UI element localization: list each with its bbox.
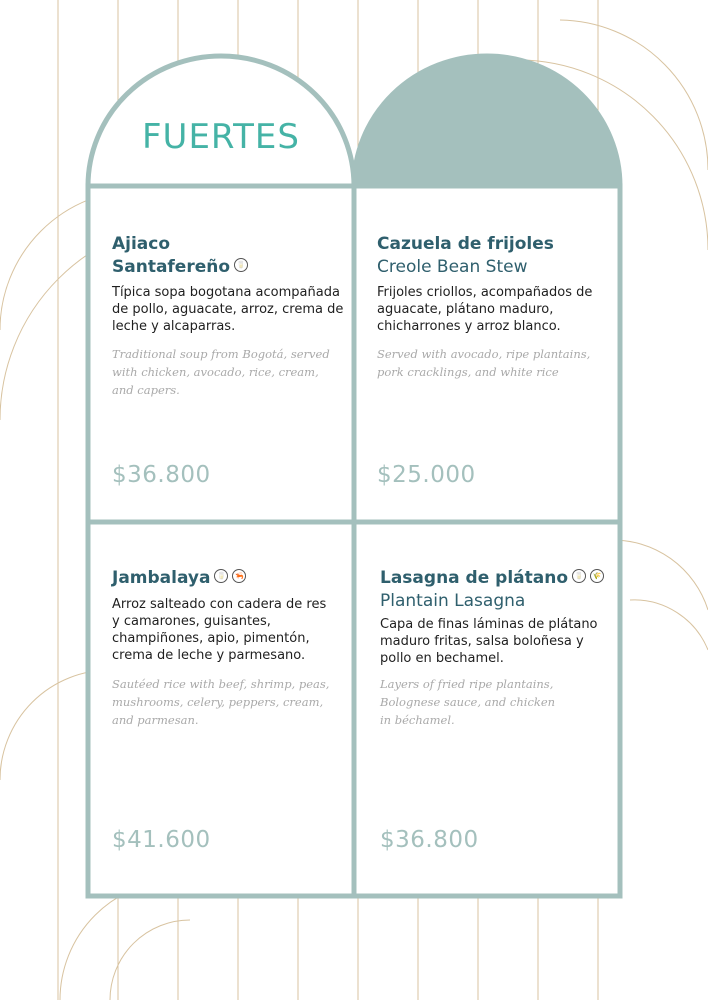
dish-name <box>380 567 604 613</box>
desc-line: maduro fritas, salsa boloñesa y <box>380 634 584 649</box>
dish-name <box>112 567 246 590</box>
dish-description-es <box>380 616 598 667</box>
gluten-icon: 🌾 <box>590 569 604 583</box>
desc-line: aguacate, plátano maduro, <box>377 302 554 317</box>
desc-line: Capa de finas láminas de plátano <box>380 617 598 632</box>
dish-description-es <box>112 596 326 664</box>
dish-name-line2: Plantain Lasagna <box>380 591 526 611</box>
desc-line: Bolognese sauce, and chicken <box>380 695 556 709</box>
dish-name-line1: Ajiaco <box>112 234 171 254</box>
dish-description-en <box>380 675 555 729</box>
dish-name <box>377 233 554 279</box>
dairy-icon: 🥛 <box>214 569 228 583</box>
desc-line: y camarones, guisantes, <box>112 614 271 629</box>
desc-line: Layers of fried ripe plantains, <box>380 677 554 691</box>
desc-line: chicharrones y arroz blanco. <box>377 319 561 334</box>
desc-line: pollo en bechamel. <box>380 651 504 666</box>
desc-line: champiñones, apio, pimentón, <box>112 631 310 646</box>
dish-price: $36.800 <box>380 827 479 853</box>
desc-line: Traditional soup from Bogotá, served <box>112 347 330 361</box>
dish-name-line1: Jambalaya <box>112 568 211 588</box>
desc-line: de pollo, aguacate, arroz, crema de <box>112 302 344 317</box>
desc-line: with chicken, avocado, rice, cream, <box>112 365 319 379</box>
section-title: FUERTES <box>142 117 300 157</box>
dairy-icon: 🥛 <box>234 258 248 272</box>
desc-line: pork cracklings, and white rice <box>377 365 559 379</box>
desc-line: Arroz salteado con cadera de res <box>112 597 327 612</box>
dish-description-es <box>112 284 343 335</box>
dish-name-line1: Cazuela de frijoles <box>377 234 554 254</box>
seafood-icon: 🦐 <box>232 569 246 583</box>
dish-price: $41.600 <box>112 827 211 853</box>
dish-description-en <box>377 345 590 381</box>
desc-line: Típica sopa bogotana acompañada <box>112 285 340 300</box>
dish-name-line2: Santafereño <box>112 257 231 277</box>
desc-line: and parmesan. <box>112 713 199 727</box>
dish-description-en <box>112 345 330 399</box>
desc-line: leche y alcaparras. <box>112 319 236 334</box>
dish-description-en <box>112 675 329 729</box>
desc-line: crema de leche y parmesano. <box>112 648 306 663</box>
dish-name-line1: Lasagna de plátano <box>380 568 569 588</box>
desc-line: and capers. <box>112 383 180 397</box>
desc-line: Frijoles criollos, acompañados de <box>377 285 593 300</box>
desc-line: in béchamel. <box>380 713 455 727</box>
desc-line: mushrooms, celery, peppers, cream, <box>112 695 324 709</box>
dish-description-es <box>377 284 592 335</box>
dish-name <box>112 233 248 279</box>
desc-line: Sautéed rice with beef, shrimp, peas, <box>112 677 330 691</box>
dish-price: $36.800 <box>112 462 211 488</box>
dairy-icon: 🥛 <box>572 569 586 583</box>
dish-price: $25.000 <box>377 462 476 488</box>
dish-name-line2: Creole Bean Stew <box>377 257 528 277</box>
desc-line: Served with avocado, ripe plantains, <box>377 347 591 361</box>
